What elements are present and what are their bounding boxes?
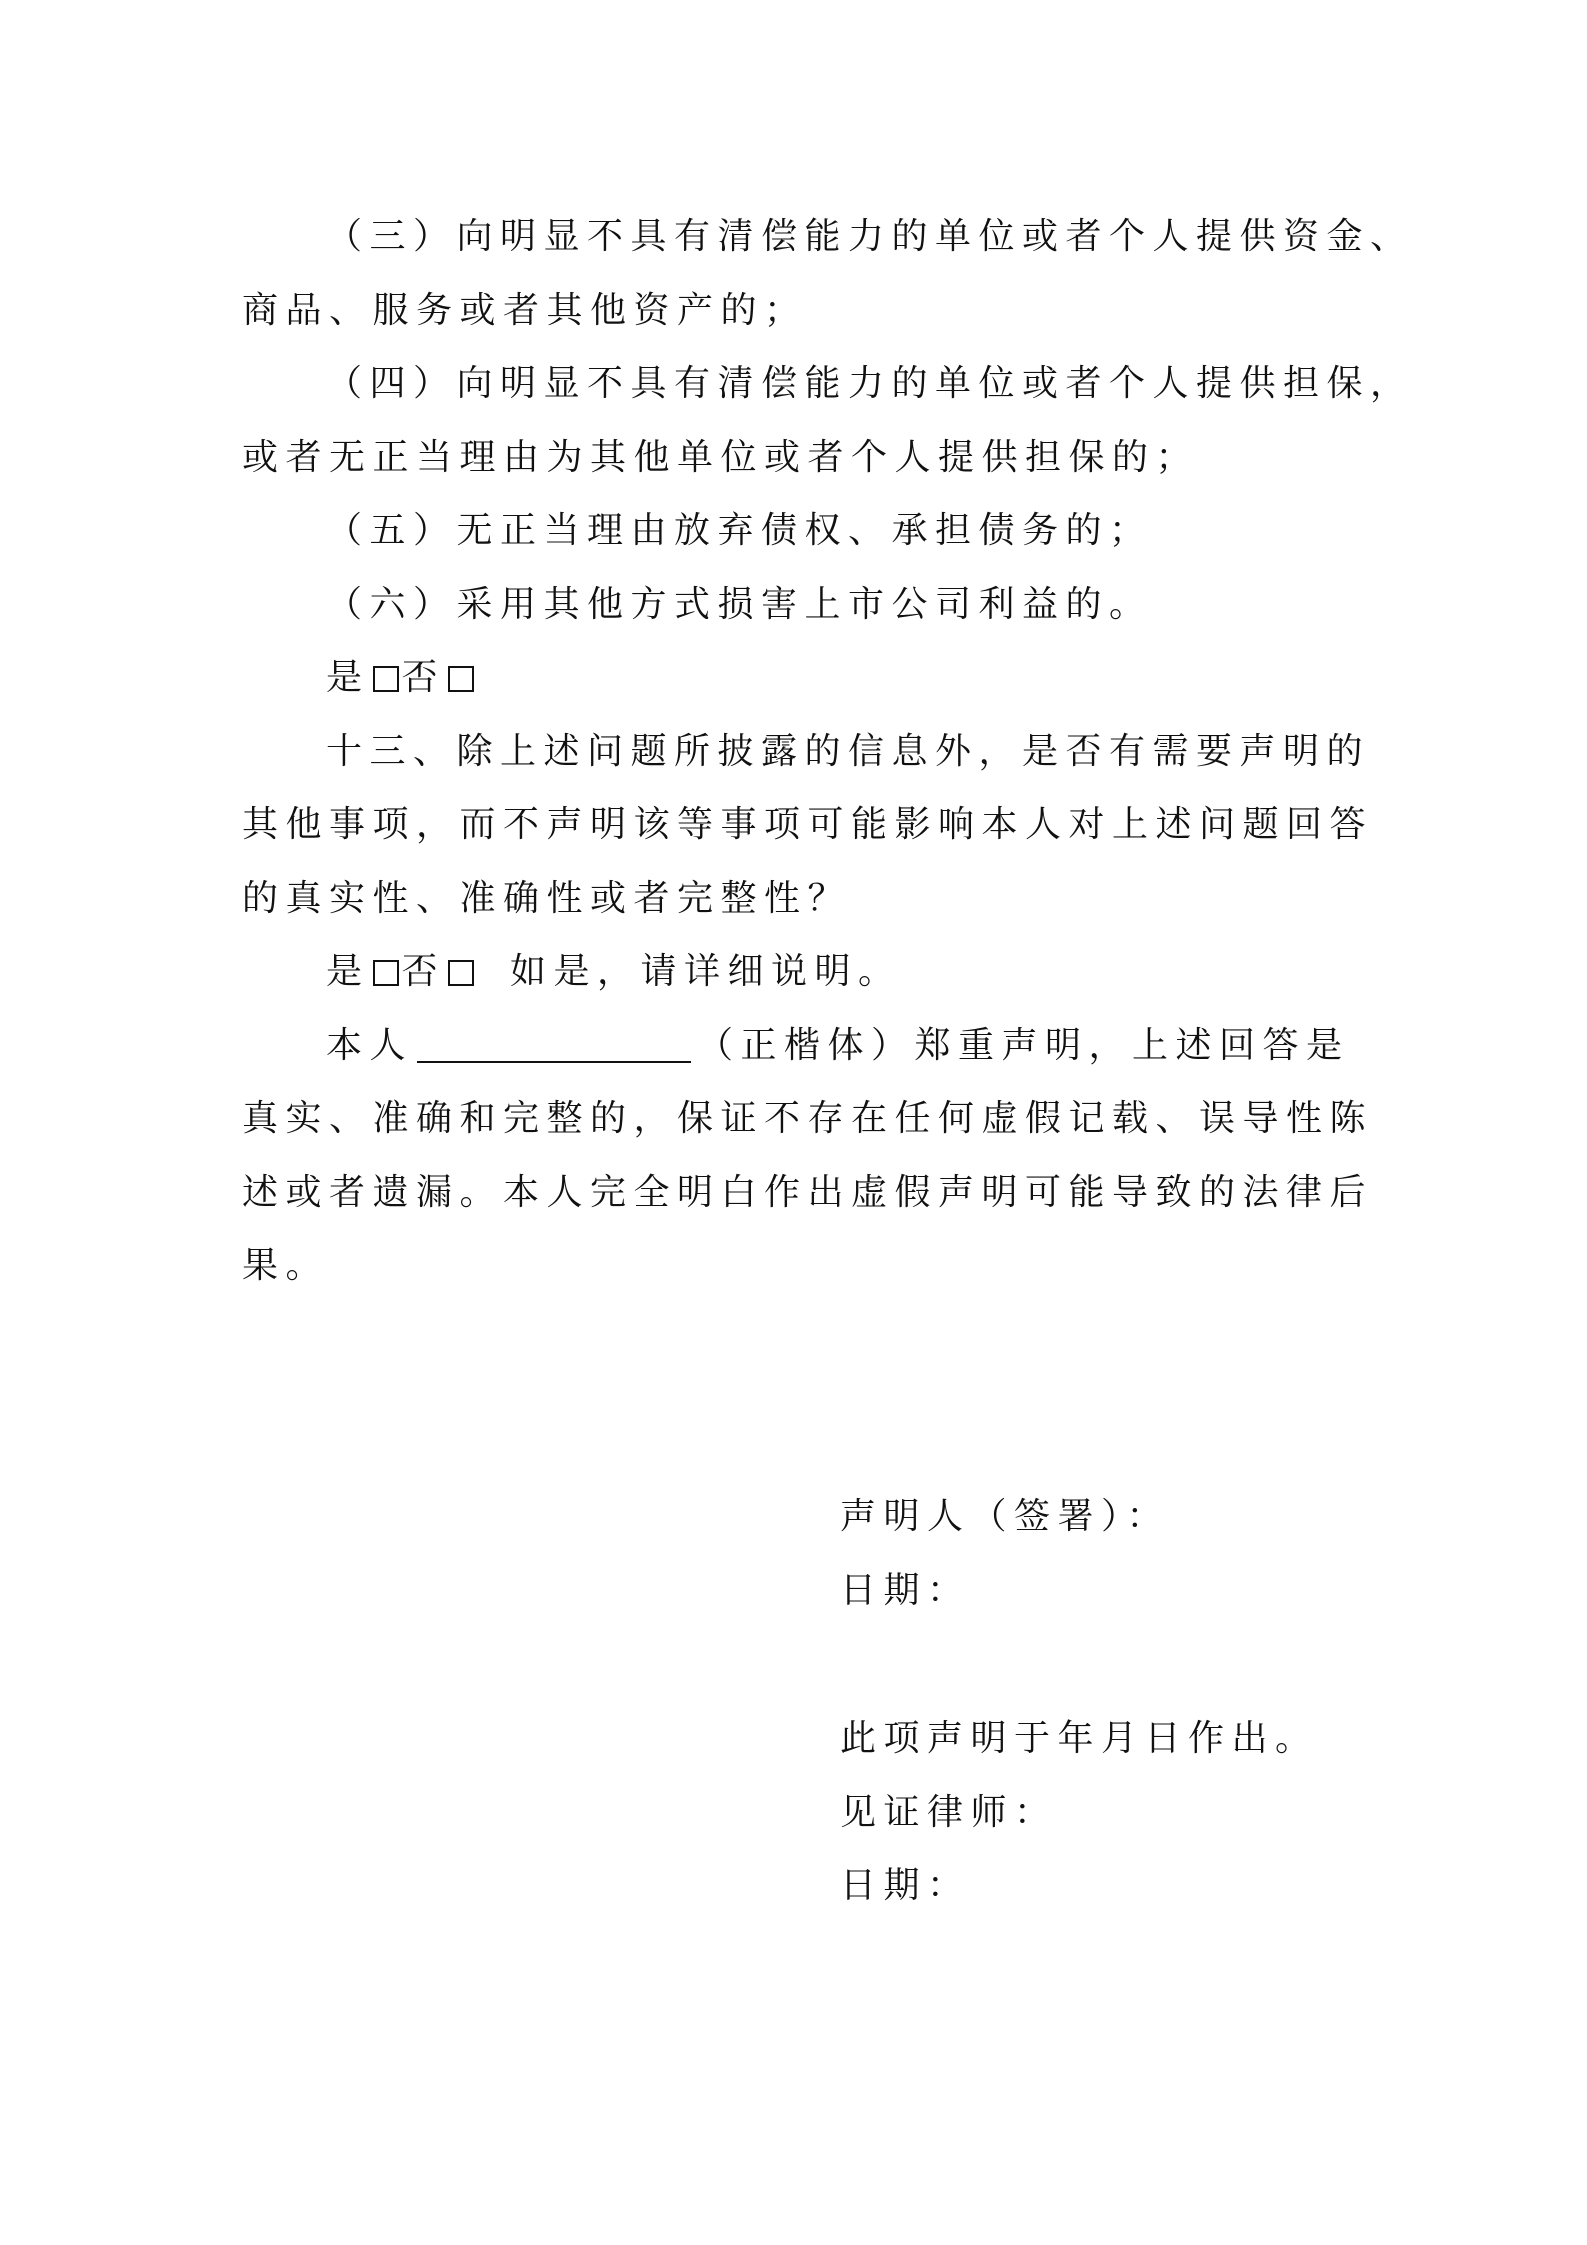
detail-note: 如是，请详细说明。: [509, 951, 902, 992]
declaration-body: [242, 200, 1414, 1303]
item-5: （五）无正当理由放弃债权、承担债务的；: [326, 510, 1153, 551]
witness-date-label: 日期：: [840, 1865, 971, 1906]
item-3-line-2: 商品、服务或者其他资产的；: [242, 289, 808, 331]
yes-label: 是: [326, 951, 370, 992]
yes-no-choice-2: [242, 935, 1352, 1009]
yes-checkbox[interactable]: [373, 666, 399, 692]
declaration-line-1: [242, 1009, 1352, 1083]
declaration-prefix: 本人: [326, 1024, 414, 1066]
no-checkbox[interactable]: [448, 960, 474, 986]
declaration-line-3: 述或者遗漏。本人完全明白作出虚假声明可能导致的法律后: [242, 1171, 1374, 1213]
question-13-line-2: 其他事项，而不声明该等事项可能影响本人对上述问题回答: [242, 804, 1374, 845]
no-label: 否: [401, 951, 446, 992]
no-label: 否: [401, 657, 446, 698]
witness-lawyer-label: 见证律师：: [840, 1791, 1058, 1833]
declaration-made-on: 此项声明于年月日作出。: [840, 1718, 1319, 1759]
declarant-signature-block: [840, 1480, 1440, 1627]
declaration-line-4: 果。: [242, 1245, 330, 1286]
declarant-label: 声明人（签署）：: [840, 1496, 1171, 1537]
witness-signature-block: [840, 1702, 1440, 1923]
declarant-date-label: 日期：: [840, 1569, 971, 1611]
item-3-line-1: （三）向明显不具有清偿能力的单位或者个人提供资金、: [326, 216, 1414, 257]
question-13-line-1: 十三、除上述问题所披露的信息外，是否有需要声明的: [326, 730, 1371, 772]
item-4-line-1: （四）向明显不具有清偿能力的单位或者个人提供担保，: [326, 363, 1414, 404]
declaration-suffix: （正楷体）郑重声明，上述回答是: [697, 1024, 1350, 1066]
item-4-line-2: 或者无正当理由为其他单位或者个人提供担保的；: [242, 436, 1200, 478]
yes-label: 是: [326, 657, 370, 698]
no-checkbox[interactable]: [448, 666, 474, 692]
question-13-line-3: 的真实性、准确性或者完整性？: [242, 877, 852, 919]
item-6: （六）采用其他方式损害上市公司利益的。: [326, 583, 1153, 625]
yes-no-choice-1: [242, 641, 1352, 715]
name-blank-field[interactable]: [417, 1021, 691, 1063]
declaration-line-2: 真实、准确和完整的，保证不存在任何虚假记载、误导性陈: [242, 1098, 1374, 1139]
yes-checkbox[interactable]: [373, 960, 399, 986]
